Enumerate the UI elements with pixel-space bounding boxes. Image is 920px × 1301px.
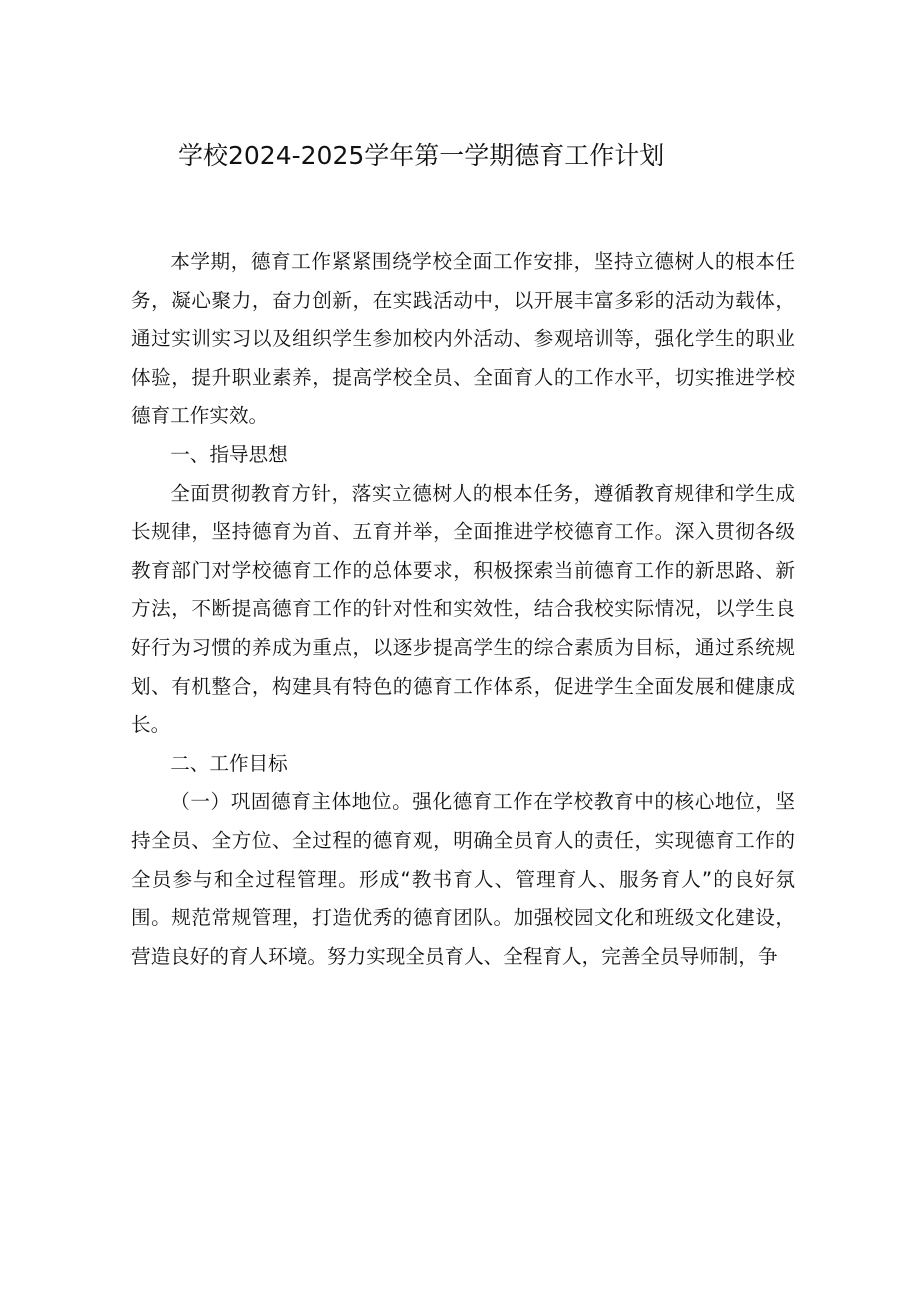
work-goal-paragraph-1: （一）巩固德育主体地位。强化德育工作在学校教育中的核心地位，坚持全员、全方位、全过程的德育观，明确全员育人的责任，实现德育工作的全员参与和全过程管理。形成“教书育人、管理育人、服务育人”的良好氛围。规范常规管理，打造优秀的德育团队。加强校园文化和班级文化建设，营造良好的育人环境。努力实现全员育人、全程育人，完善全员导师制，争 xyxy=(131,790,795,968)
document-body xyxy=(131,243,795,976)
guiding-thought-paragraph: 全面贯彻教育方针，落实立德树人的根本任务，遵循教育规律和学生成长规律，坚持德育为首、五育并举，全面推进学校德育工作。深入贯彻各级教育部门对学校德育工作的总体要求，积极探索当前德育工作的新思路、新方法，不断提高德育工作的针对性和实效性，结合我校实际情况，以学生良好行为习惯的养成为重点，以逐步提高学生的综合素质为目标，通过系统规划、有机整合，构建具有特色的德育工作体系，促进学生全面发展和健康成长。 xyxy=(131,481,795,737)
intro-paragraph: 本学期，德育工作紧紧围绕学校全面工作安排，坚持立德树人的根本任务，凝心聚力，奋力创新，在实践活动中，以开展丰富多彩的活动为载体，通过实训实习以及组织学生参加校内外活动、参观培训等，强化学生的职业体验，提升职业素养，提高学校全员、全面育人的工作水平，切实推进学校德育工作实效。 xyxy=(131,250,795,428)
document-title: 学校2024-2025学年第一学期德育工作计划 xyxy=(178,141,665,170)
section-heading-guiding-thought: 一、指导思想 xyxy=(170,442,288,466)
section-heading-work-goals: 二、工作目标 xyxy=(170,751,288,775)
